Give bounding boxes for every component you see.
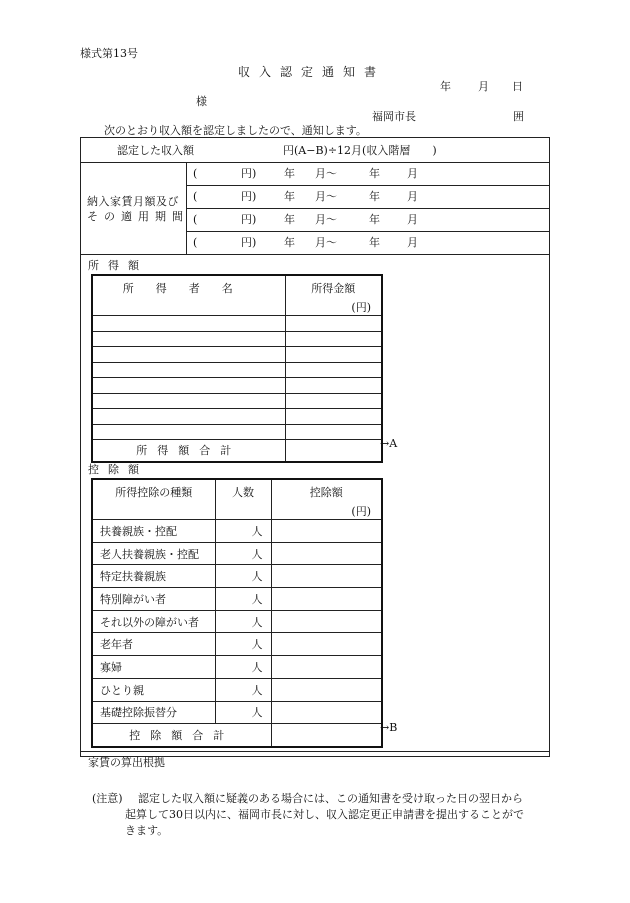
deduction-table	[91, 478, 383, 748]
table-row	[92, 347, 382, 363]
deduction-total-amount-cell[interactable]	[271, 724, 382, 747]
income-amount-cell[interactable]	[285, 424, 382, 440]
deduction-count-cell[interactable]: 人	[215, 633, 271, 656]
deduction-type-label: 寡婦	[92, 656, 215, 679]
rent-row-1-y1: 年	[284, 167, 295, 180]
rent-row-3-m2: 月	[407, 213, 418, 226]
table-row	[92, 393, 382, 409]
income-col-amount-header: 所得金額 (円)	[285, 275, 382, 316]
addressee-suffix: 様	[196, 95, 207, 108]
deduction-col-type-header: 所得控除の種類	[92, 479, 215, 520]
rent-row-2-m2: 月	[407, 190, 418, 203]
table-row	[92, 542, 382, 565]
rent-row-2-y1: 年	[284, 190, 295, 203]
income-col-name-header: 所得者名	[92, 275, 285, 316]
rent-row-4-m2: 月	[407, 236, 418, 249]
income-amount-cell[interactable]	[285, 362, 382, 378]
deduction-amount-cell[interactable]	[271, 610, 382, 633]
rent-label-line2: その適用期間	[87, 210, 189, 223]
deduction-type-label: 扶養親族・控配	[92, 520, 215, 543]
table-row	[92, 316, 382, 332]
income-amount-cell[interactable]	[285, 347, 382, 363]
deduction-total-label: 控除額合計	[92, 724, 271, 747]
income-name-cell[interactable]	[92, 331, 285, 347]
rent-row-4-yen: 円)	[241, 236, 257, 249]
page-title: 収入認定通知書	[238, 65, 386, 79]
deduction-amount-cell[interactable]	[271, 588, 382, 611]
deduction-count-cell[interactable]: 人	[215, 588, 271, 611]
deduction-col-count-header: 人数	[215, 479, 271, 520]
income-total-marker: →A	[380, 437, 398, 450]
deduction-amount-cell[interactable]	[271, 520, 382, 543]
table-row	[92, 409, 382, 425]
income-name-cell[interactable]	[92, 347, 285, 363]
rent-label-line1: 納入家賃月額及び	[87, 195, 179, 208]
deduction-count-cell[interactable]: 人	[215, 565, 271, 588]
income-name-cell[interactable]	[92, 424, 285, 440]
table-row	[92, 362, 382, 378]
rent-row-4-y1: 年	[284, 236, 295, 249]
rent-row-3-y2: 年	[369, 213, 380, 226]
certified-income-label: 認定した収入額	[117, 144, 194, 157]
rent-row-1-yen: 円)	[241, 167, 257, 180]
income-amount-cell[interactable]	[285, 393, 382, 409]
deduction-type-label: ひとり親	[92, 678, 215, 701]
rent-row-4-m1: 月〜	[315, 236, 337, 249]
income-table	[91, 274, 383, 463]
date-day-label: 日	[512, 80, 523, 93]
rent-basis-label: 家賃の算出根拠	[88, 756, 165, 769]
deduction-amount-cell[interactable]	[271, 542, 382, 565]
table-row	[92, 588, 382, 611]
intro-text: 次のとおり収入額を認定しましたので、通知します。	[104, 124, 367, 137]
income-total-row	[92, 440, 382, 462]
deduction-type-label: 老年者	[92, 633, 215, 656]
table-row	[92, 656, 382, 679]
deduction-amount-cell[interactable]	[271, 656, 382, 679]
income-amount-cell[interactable]	[285, 316, 382, 332]
table-row	[92, 424, 382, 440]
rent-row-3-y1: 年	[284, 213, 295, 226]
income-name-cell[interactable]	[92, 378, 285, 394]
income-amount-cell[interactable]	[285, 409, 382, 425]
date-year-label: 年	[440, 80, 451, 93]
rent-row-3-m1: 月〜	[315, 213, 337, 226]
date-month-label: 月	[478, 80, 489, 93]
deduction-count-cell[interactable]: 人	[215, 542, 271, 565]
income-name-cell[interactable]	[92, 393, 285, 409]
deduction-total-marker: →B	[380, 721, 398, 734]
issuer-name: 福岡市長	[372, 110, 416, 123]
deduction-count-cell[interactable]: 人	[215, 520, 271, 543]
deduction-type-label: 基礎控除振替分	[92, 701, 215, 724]
deduction-amount-cell[interactable]	[271, 701, 382, 724]
rent-row-3-open: (	[193, 213, 198, 226]
income-total-amount-cell[interactable]	[285, 440, 382, 462]
table-row	[92, 678, 382, 701]
rent-row-4-y2: 年	[369, 236, 380, 249]
income-heading: 所得額	[88, 259, 148, 272]
deduction-type-label: 特別障がい者	[92, 588, 215, 611]
note-line-1: 認定した収入額に疑義のある場合には、この通知書を受け取った日の翌日から	[138, 792, 523, 805]
table-row	[92, 520, 382, 543]
table-row	[92, 610, 382, 633]
deduction-amount-cell[interactable]	[271, 565, 382, 588]
rent-row-4-open: (	[193, 236, 198, 249]
income-total-label: 所得額合計	[92, 440, 285, 462]
deduction-count-cell[interactable]: 人	[215, 610, 271, 633]
income-name-cell[interactable]	[92, 316, 285, 332]
rent-row-3-yen: 円)	[241, 213, 257, 226]
rent-row-2-m1: 月〜	[315, 190, 337, 203]
deduction-amount-cell[interactable]	[271, 633, 382, 656]
deduction-type-label: 特定扶養親族	[92, 565, 215, 588]
income-name-cell[interactable]	[92, 409, 285, 425]
table-row	[92, 331, 382, 347]
deduction-heading: 控除額	[88, 463, 148, 476]
form-number: 様式第13号	[80, 47, 138, 60]
table-row	[92, 565, 382, 588]
income-name-cell[interactable]	[92, 362, 285, 378]
rent-row-2-yen: 円)	[241, 190, 257, 203]
table-row	[92, 378, 382, 394]
table-row	[92, 633, 382, 656]
deduction-total-row	[92, 724, 382, 747]
rent-row-1-m1: 月〜	[315, 167, 337, 180]
income-amount-cell[interactable]	[285, 378, 382, 394]
deduction-type-label: 老人扶養親族・控配	[92, 542, 215, 565]
deduction-col-amount-header: 控除額 (円)	[271, 479, 382, 520]
certified-income-formula: 円(A−B)÷12月(収入階層 )	[283, 144, 437, 157]
rent-row-2-y2: 年	[369, 190, 380, 203]
deduction-count-cell[interactable]: 人	[215, 656, 271, 679]
rent-row-1-y2: 年	[369, 167, 380, 180]
deduction-amount-cell[interactable]	[271, 678, 382, 701]
rent-row-1-m2: 月	[407, 167, 418, 180]
seal-mark: 囲	[513, 110, 524, 123]
table-row	[92, 701, 382, 724]
rent-row-2-open: (	[193, 190, 198, 203]
deduction-count-cell[interactable]: 人	[215, 678, 271, 701]
deduction-count-cell[interactable]: 人	[215, 701, 271, 724]
income-amount-cell[interactable]	[285, 331, 382, 347]
note-line-2: 起算して30日以内に、福岡市長に対し、収入認定更正申請書を提出することがで	[125, 808, 524, 821]
deduction-type-label: それ以外の障がい者	[92, 610, 215, 633]
note-line-3: きます。	[125, 824, 169, 837]
note-prefix: (注意)	[92, 792, 123, 805]
rent-row-1-open: (	[193, 167, 198, 180]
